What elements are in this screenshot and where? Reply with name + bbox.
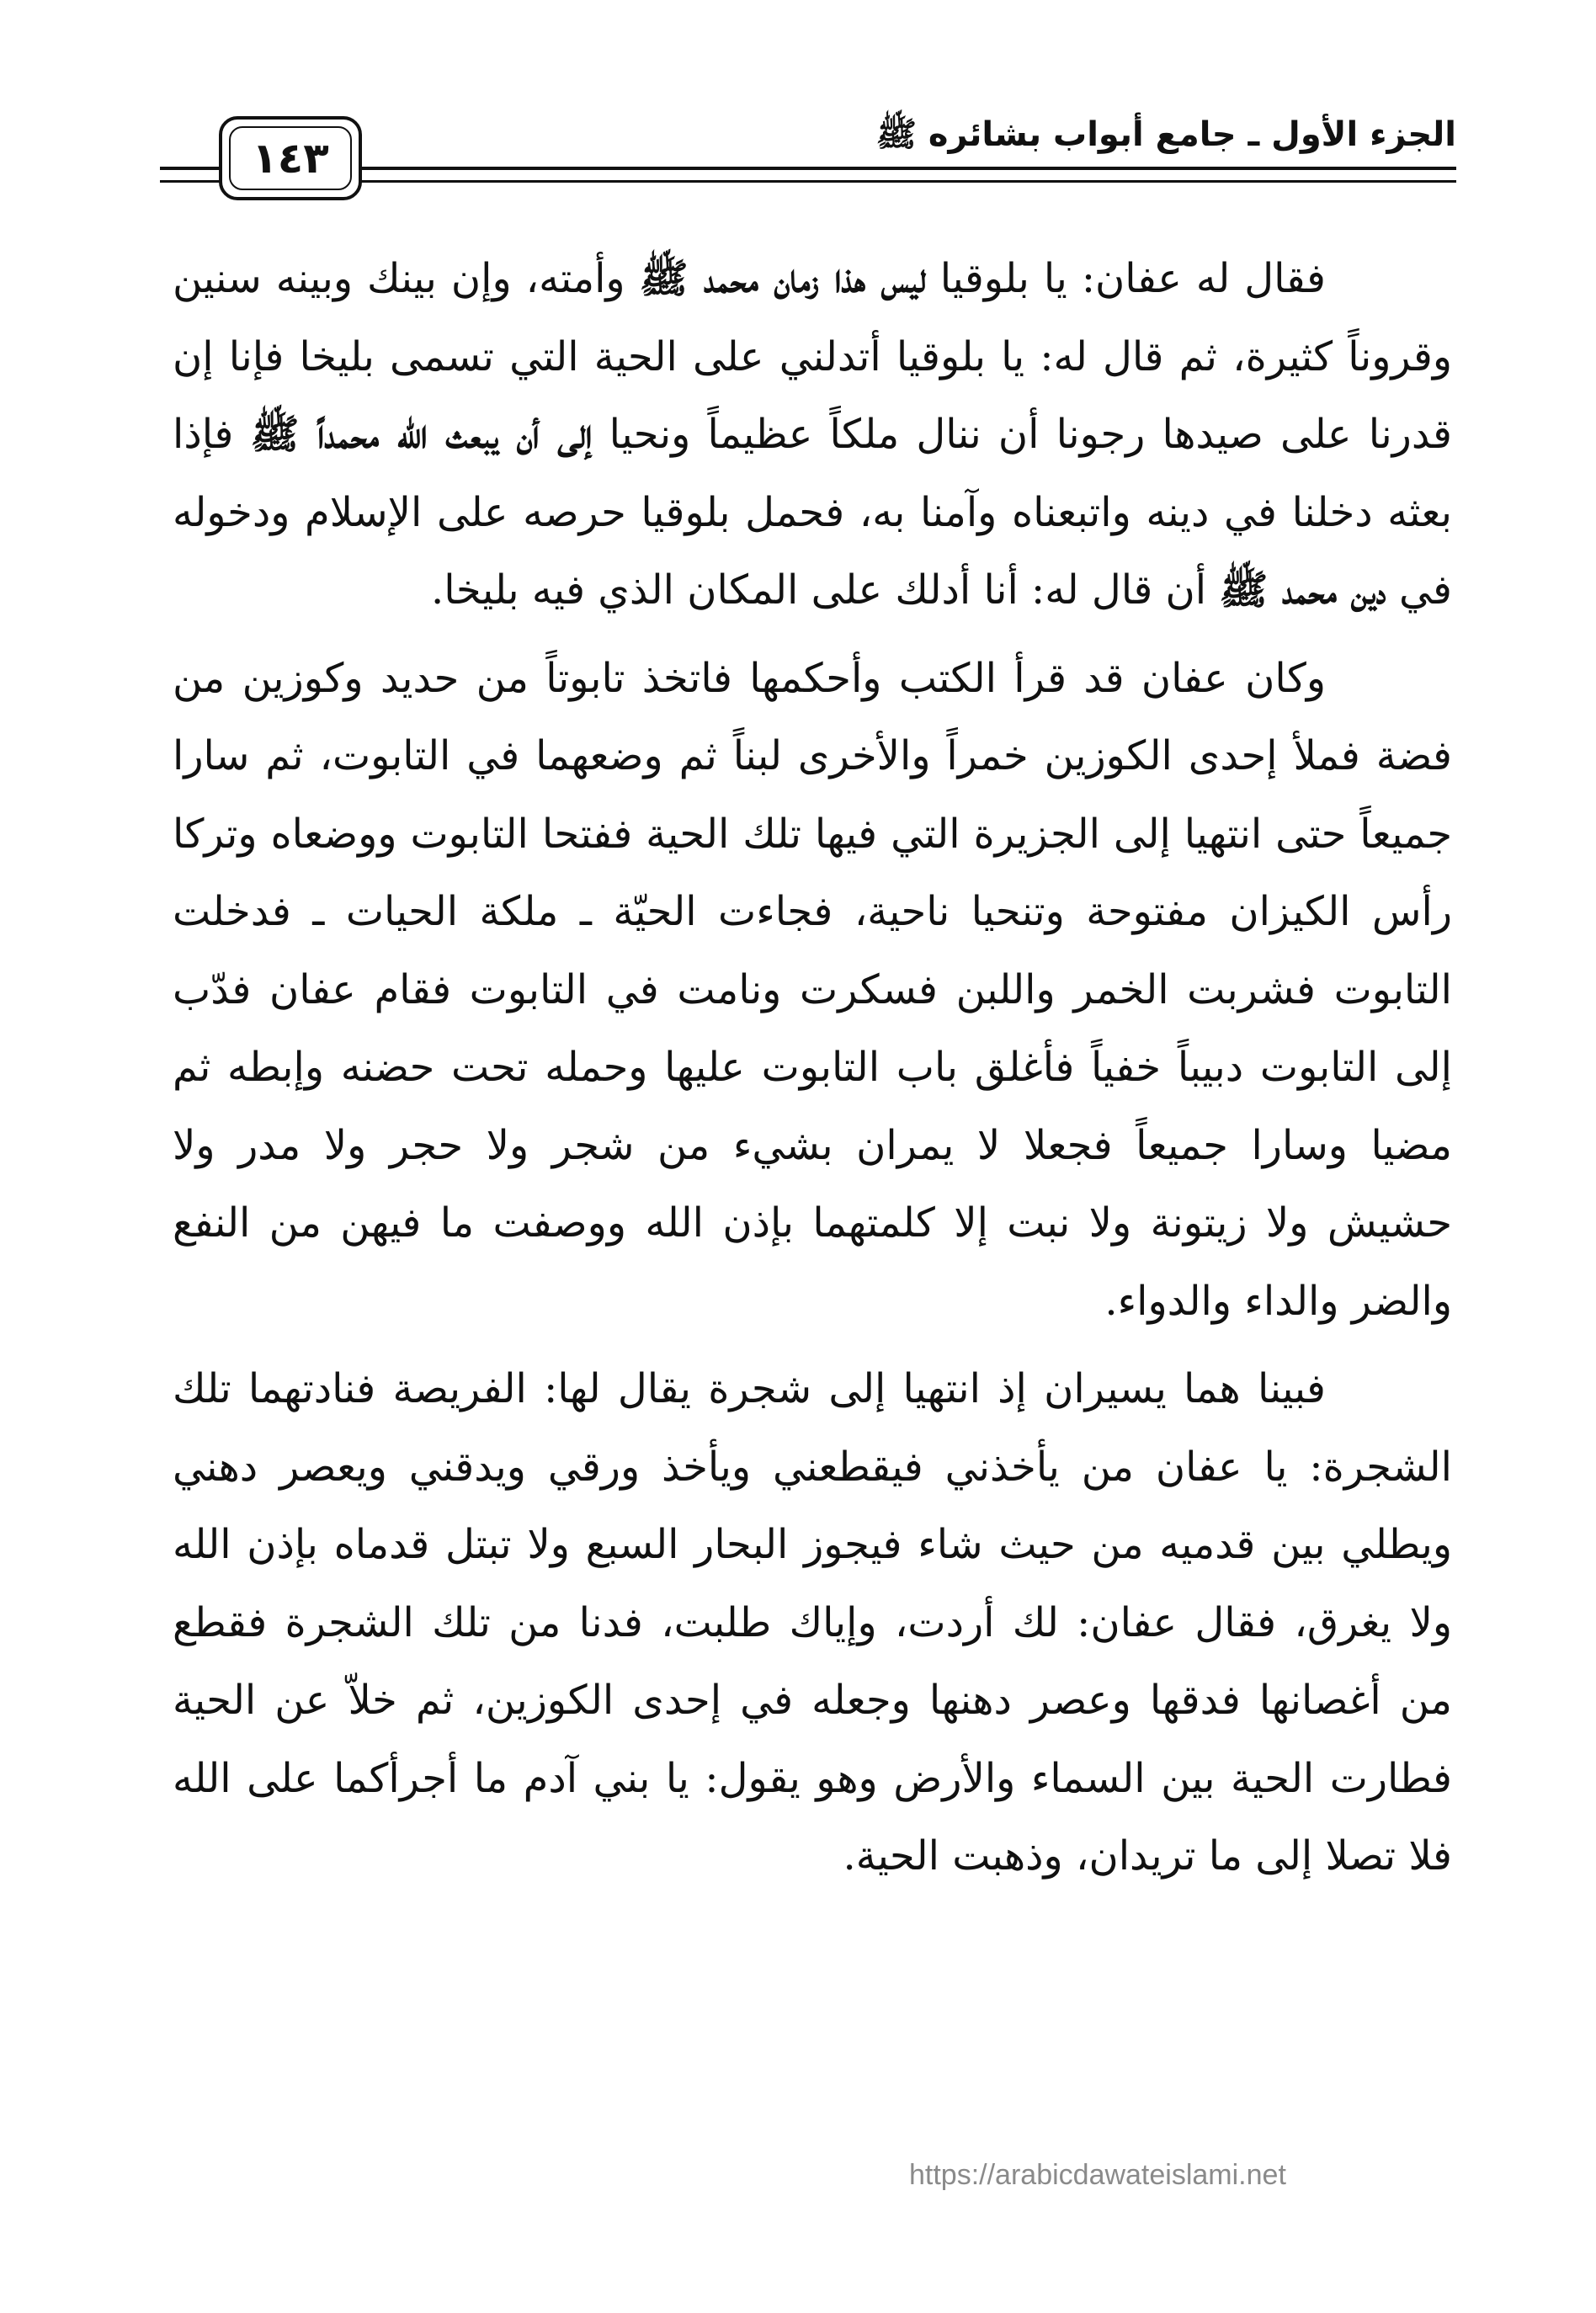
- paragraph: [173, 240, 1452, 630]
- paragraph: [173, 1350, 1452, 1896]
- emphasized-text: إلى أن يبعث الله محمداً ﷺ: [250, 411, 593, 458]
- running-header: [160, 109, 1456, 202]
- emphasized-text: دين محمد ﷺ: [1219, 566, 1386, 614]
- paragraph-text: فبينا هما يسيران إذ انتهيا إلى شجرة يقال لها: الفريصة فنادتهما تلك الشجرة: يا عفان من يأخذني فيقطعني ويأخذ ورقي ويدقني ويعصر دهني ويطلي بين قدميه من حيث شاء فيجوز البحار السبع ولا تبتل قدماه بإذن الله ولا يغرق، فقال عفان: لك أردت، وإياك طلبت، فدنا من تلك الشجرة فقطع من أغصانها فدقها وعصر دهنها وجعله في إحدى الكوزين، ثم خلاّ عن الحية فطارت الحية بين السماء والأرض وهو يقول: يا بني آدم ما أجرأكما على الله فلا تصلا إلى ما تريدان، وذهبت الحية.: [173, 1365, 1453, 1880]
- paragraph-text: وأمته، وإن بينك وبينه سنين وقروناً كثيرة، ثم قال له: يا بلوقيا أتدلني على الحية التي تسمى بليخا فإنا إن قدرنا على صيدها رجونا أن ننال ملكاً عظيماً ونحيا: [173, 255, 1452, 458]
- paragraph-text: وكان عفان قد قرأ الكتب وأحكمها فاتخذ تابوتاً من حديد وكوزين من فضة فملأ إحدى الكوزين خمراً والأخرى لبناً ثم وضعهما في التابوت، ثم سارا جميعاً حتى انتهيا إلى الجزيرة التي فيها تلك الحية ففتحا التابوت ووضعاه وتركا رأس الكيزان مفتوحة وتنحيا ناحية، فجاءت الحيّة ـ ملكة الحيات ـ فدخلت التابوت فشربت الخمر واللبن فسكرت ونامت في التابوت فقام عفان فدّب إلى التابوت دبيباً خفياً فأغلق باب التابوت عليها وحمله تحت حضنه وإبطه ثم مضيا وسارا جميعاً فجعلا لا يمران بشيء من شجر ولا حجر ولا مدر ولا حشيش ولا زيتونة ولا نبت إلا كلمتهما بإذن الله ووصفت ما فيهن من النفع والضر والداء والدواء.: [173, 654, 1452, 1325]
- paragraph-text: أن قال له: أنا أدلك على المكان الذي فيه بليخا.: [431, 566, 1220, 614]
- paragraph-text: فقال له عفان: يا بلوقيا: [925, 255, 1327, 302]
- source-watermark: https://arabicdawateislami.net: [909, 2159, 1286, 2191]
- body-text: [173, 240, 1452, 1906]
- paragraph: [173, 640, 1452, 1341]
- page-number-frame: [219, 116, 362, 200]
- emphasized-text: ليس هذا زمان محمد ﷺ: [639, 255, 926, 302]
- chapter-title: الجزء الأول ـ جامع أبواب بشائره ﷺ: [875, 115, 1456, 154]
- page-number: ١٤٣: [252, 134, 329, 183]
- paragraph-text: فإذا بعثه دخلنا في دينه واتبعناه وآمنا به، فحمل بلوقيا حرصه على الإسلام ودخوله في: [173, 411, 1452, 614]
